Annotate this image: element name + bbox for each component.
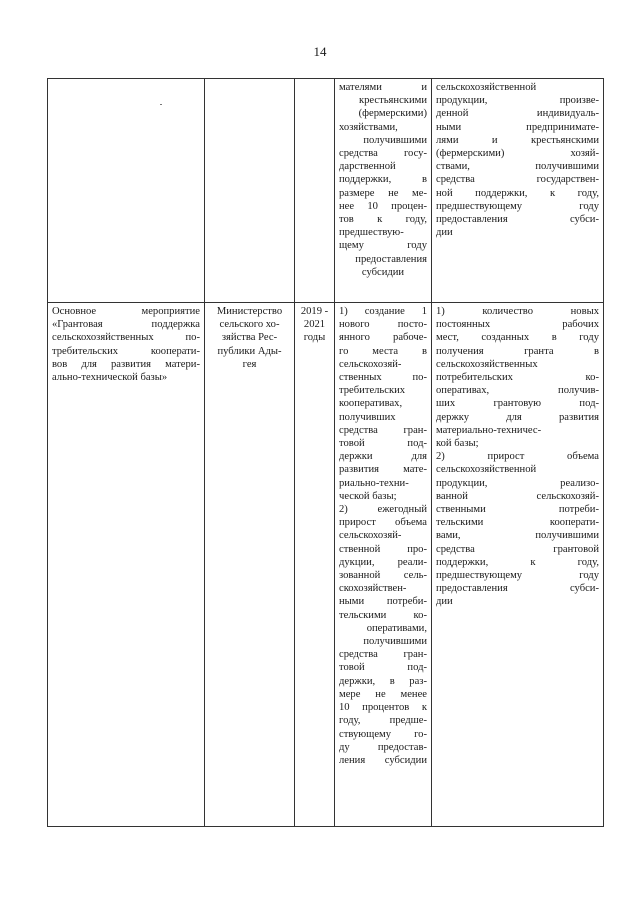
cell-text-line: поддержки, к году, (436, 556, 599, 568)
cell-text-line: кой базы; (436, 438, 479, 450)
cell-text-line: щему году (339, 240, 427, 252)
cell-text-line: дии (436, 596, 453, 608)
cell-text-line: (фермерскими) хозяй- (436, 148, 599, 160)
cell-text-line: нее 10 процен- (339, 200, 427, 212)
cell-text-line: 1) создание 1 (339, 306, 427, 317)
cell-text-line: 2021 (303, 319, 326, 331)
cell-period (295, 303, 335, 827)
cell-text-line: лями и крестьянскими (436, 134, 599, 146)
cell-text-line: держку для развития (436, 411, 599, 423)
cell-text-line: ными потреби- (339, 596, 427, 608)
cell-text-line: вами, получившими (436, 530, 599, 542)
cell-text-line: 10 процентов к (339, 702, 427, 714)
cell-text-line: мере не менее (339, 688, 427, 700)
cell-text-line: ственной про- (339, 543, 427, 555)
cell-text-line: кооперативах, (339, 398, 403, 410)
cell-text-line: материально-техничес- (436, 424, 542, 436)
cell-text-line: ально-технической базы» (52, 372, 168, 384)
cell-text-line: получившими (363, 134, 427, 146)
cell-text-line: потребительских ко- (436, 372, 599, 384)
cell-text-line: гея (242, 358, 257, 370)
cell-text-line: держки для (339, 451, 427, 463)
cell-text-line: сельскохозяйственной (436, 82, 537, 93)
cell-text-line: риально-техни- (339, 477, 409, 489)
cell-target (432, 79, 604, 303)
cell-text-line: мест, созданных в году (436, 332, 599, 344)
cell-text-line: размере не ме- (339, 187, 427, 199)
cell-text-line: дукции, реали- (339, 556, 427, 568)
cell-text-line: предшествую- (339, 227, 404, 239)
cell-text-line: предшествующему году (436, 200, 599, 212)
cell-text-line: субсидии (361, 266, 405, 278)
cell-text-line: сельскохозяй- (339, 358, 402, 370)
cell-text-line: публики Ады- (217, 345, 282, 357)
cell-text-line: средства государствен- (436, 174, 599, 186)
cell-text-line: оперативах, получив- (436, 385, 599, 397)
cell-text-line: ными предпринимате- (436, 121, 599, 133)
cell-text-line: 2) ежегодный (339, 504, 427, 516)
cell-text-line: ствами, получившими (436, 161, 599, 173)
cell-measure-name (48, 303, 205, 827)
cell-text-line: ствующему го- (339, 728, 427, 740)
cell-text-line: прирост объема (339, 517, 427, 529)
cell-text-line: предоставления (355, 253, 427, 265)
cell-text-line: нового посто- (339, 319, 427, 331)
cell-text-line: ших грантовую под- (436, 398, 599, 410)
cell-text-line: дарственной (339, 161, 396, 173)
cell-text-line: ванной сельскохозяй- (436, 490, 599, 502)
cell-text-line: дии (436, 227, 453, 239)
cell-text-line: средства гран- (339, 424, 427, 436)
cell-text-line: хозяйствами, (339, 121, 398, 133)
table-row (48, 303, 604, 827)
cell-text-line: сельскохозяй- (339, 530, 402, 542)
cell-text-line: средства госу- (339, 148, 427, 160)
cell-text-line: тельскими ко- (339, 609, 427, 621)
cell-text-line: средства грантовой (436, 543, 599, 555)
cell-text-line: годы (303, 332, 326, 344)
cell-text-line: требительских (339, 385, 406, 397)
cell-text-line: 2) прирост объема (436, 451, 599, 463)
cell-text-line: ческой базы; (339, 490, 397, 502)
cell-text-line: поддержки, в (339, 174, 427, 186)
cell-text-line: постоянных рабочих (436, 319, 599, 331)
cell-text-line: предоставления субси- (436, 214, 599, 226)
cell-text-line: тельскими кооперати- (436, 517, 599, 529)
cell-text-line: ду предостав- (339, 741, 427, 753)
cell-measure-name (48, 79, 205, 303)
cell-text-line: товой под- (339, 662, 427, 674)
cell-text-line: оперативами, (366, 622, 427, 634)
cell-text-line: вов для развития матери- (52, 358, 200, 370)
cell-target (432, 303, 604, 827)
cell-text-line: 2019 - (300, 306, 329, 317)
cell-text-line: сельскохозяйственной (436, 464, 537, 476)
page-number: 14 (313, 44, 327, 59)
cell-text-line: требительских кооперати- (52, 345, 200, 357)
cell-text-line: году, предше- (339, 715, 427, 727)
cell-text-line: продукции, произве- (436, 95, 599, 107)
cell-text-line: предшествующему году (436, 570, 599, 582)
cell-text-line: (фермерскими) (358, 108, 427, 120)
cell-indicator (335, 303, 432, 827)
cell-text-line: ственными потреби- (436, 504, 599, 516)
cell-text-line: «Грантовая поддержка (52, 319, 200, 331)
cell-text-line: ственных по- (339, 372, 427, 384)
cell-text-line: сельскохозяйственных по- (52, 332, 200, 344)
cell-text-line: развития мате- (339, 464, 427, 476)
cell-text-line: продукции, реализо- (436, 477, 599, 489)
cell-text-line: тов к году, (339, 214, 427, 226)
cell-text-line: предоставления субси- (436, 583, 599, 595)
cell-text-line: ления субсидии (339, 754, 427, 766)
cell-text-line: зованной сель- (339, 570, 427, 582)
cell-text-line: денной индивидуаль- (436, 108, 599, 120)
cell-text-line: зяйства Рес- (221, 332, 278, 344)
cell-executor (205, 79, 295, 303)
cell-text-line: получения гранта в (436, 345, 599, 357)
cell-text-line: получившими (363, 636, 427, 648)
cell-text-line: сельскохозяйственных (436, 358, 538, 370)
cell-text-line: Министерство (216, 306, 283, 317)
cell-text-line: средства гран- (339, 649, 427, 661)
table-row (48, 79, 604, 303)
cell-text-line: крестьянскими (358, 95, 427, 107)
cell-text-line: янного рабоче- (339, 332, 427, 344)
cell-text-line: ной поддержки, к году, (436, 187, 599, 199)
cell-text-line: держки, в раз- (339, 675, 427, 687)
cell-text-line: 1) количество новых (436, 306, 599, 317)
cell-text-line: сельского хо- (219, 319, 280, 331)
cell-text-line: скохозяйствен- (339, 583, 407, 595)
cell-text-line: получивших (339, 411, 396, 423)
cell-text-line: Основное мероприятие (52, 306, 200, 317)
cell-indicator (335, 79, 432, 303)
measures-table (47, 78, 604, 827)
cell-executor (205, 303, 295, 827)
cell-text-line: го места в (339, 345, 427, 357)
cell-period (295, 79, 335, 303)
cell-text-line: мателями и (339, 82, 427, 93)
cell-text-line: товой под- (339, 438, 427, 450)
